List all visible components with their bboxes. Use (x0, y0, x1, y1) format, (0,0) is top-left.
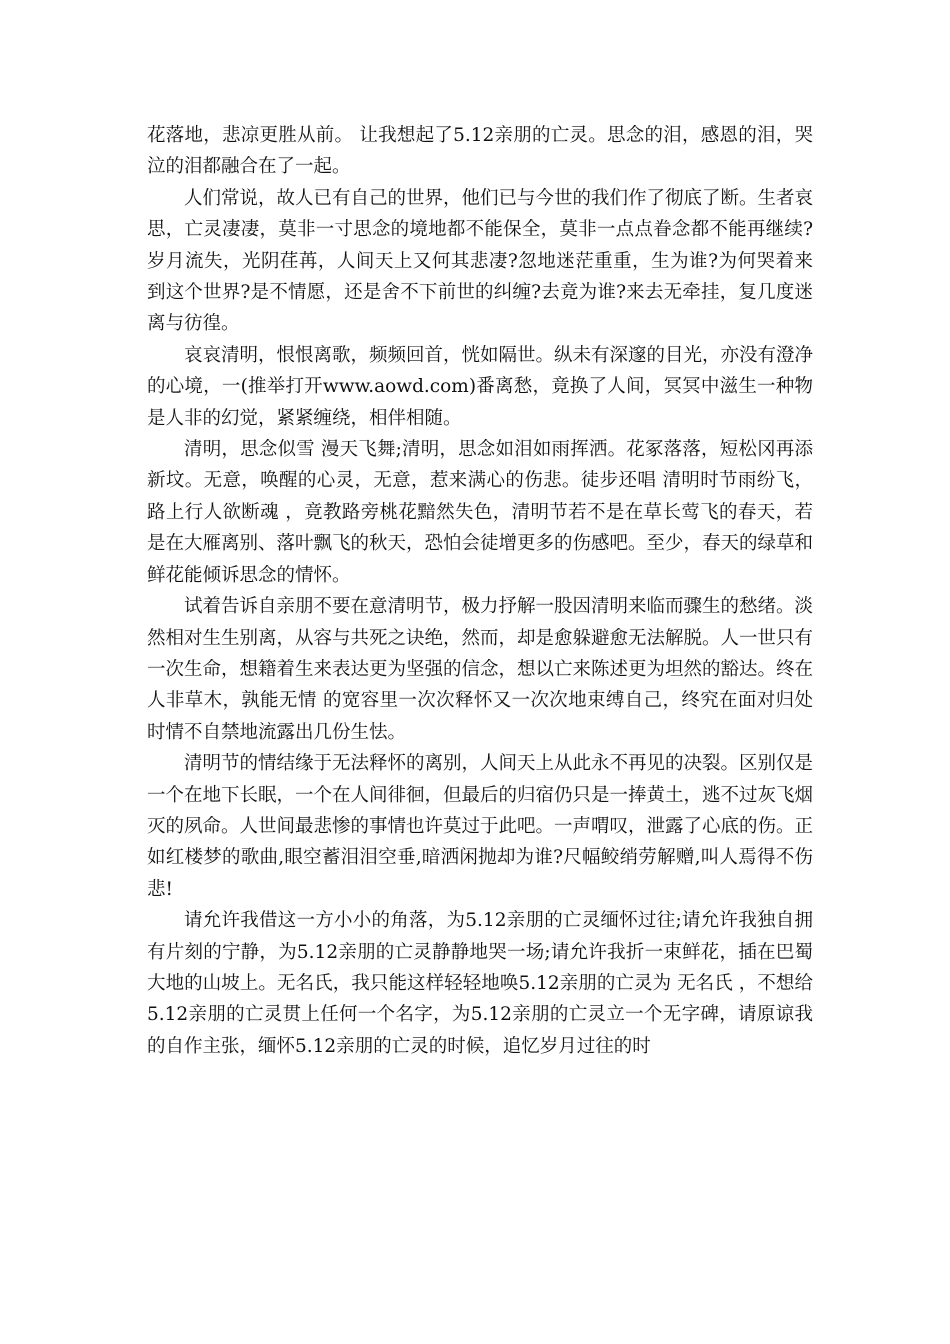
paragraph-2: 人们常说，故人已有自己的世界，他们已与今世的我们作了彻底了断。生者哀思，亡灵凄凄，莫非一寸思念的境地都不能保全，莫非一点点眷念都不能再继续?岁月流失，光阴荏苒，人间天上又何其悲凄?忽地迷茫重重，生为谁?为何哭着来到这个世界?是不情愿，还是舍不下前世的纠缠?去竟为谁?来去无牵挂，复几度迷离与彷徨。 (147, 187, 814, 335)
paragraph-5: 试着告诉自亲朋不要在意清明节，极力抒解一股因清明来临而骤生的愁绪。淡然相对生生别离，从容与共死之诀绝，然而，却是愈躲避愈无法解脱。人一世只有一次生命，想籍着生来表达更为坚强的信念，想以亡来陈述更为坦然的豁达。终在 人非草木，孰能无情 的宽容里一次次释怀又一次次地束缚自己，终究在面对归处时情不自禁地流露出几份生怯。 (147, 596, 814, 743)
document-body (147, 120, 813, 1062)
paragraph-4: 清明，思念似雪 漫天飞舞;清明，思念如泪如雨挥洒。花冢落落，短松冈再添新坟。无意，唤醒的心灵，无意，惹来满心的伤悲。徒步还唱 清明时节雨纷飞，路上行人欲断魂 ，竟教路旁桃花黯然失色，清明节若不是在草长莺飞的春天，若是在大雁离别、落叶飘飞的秋天，恐怕会徒增更多的伤感吧。至少，春天的绿草和鲜花能倾诉思念的情怀。 (147, 439, 814, 586)
paragraph-7: 请允许我借这一方小小的角落，为5.12亲朋的亡灵缅怀过往;请允许我独自拥有片刻的宁静，为5.12亲朋的亡灵静静地哭一场;请允许我折一束鲜花，插在巴蜀大地的山坡上。无名氏，我只能这样轻轻地唤5.12亲朋的亡灵为 无名氏 ，不想给5.12亲朋的亡灵贯上任何一个名字，为5.12亲朋的亡灵立一个无字碑，请原谅我的自作主张，缅怀5.12亲朋的亡灵的时候，追忆岁月过往的时 (147, 910, 813, 1057)
paragraph-1: 花落地，悲凉更胜从前。 让我想起了5.12亲朋的亡灵。思念的泪，感恩的泪，哭泣的泪都融合在了一起。 (147, 125, 813, 178)
paragraph-6: 清明节的情结缘于无法释怀的离别，人间天上从此永不再见的决裂。区别仅是一个在地下长眠，一个在人间徘徊，但最后的归宿仍只是一捧黄土，逃不过灰飞烟灭的夙命。人世间最悲惨的事情也许莫过于此吧。一声喟叹，泄露了心底的伤。正如红楼梦的歌曲,眼空蓄泪泪空垂,暗洒闲抛却为谁?尺幅鲛绡劳解赠,叫人焉得不伤悲! (147, 753, 814, 900)
paragraph-3: 哀哀清明，恨恨离歌，频频回首，恍如隔世。纵未有深邃的目光，亦没有澄净的心境，一(推举打开www.aowd.com)番离愁，竟换了人间，冥冥中滋生一种物是人非的幻觉，紧紧缠绕，相伴相随。 (147, 344, 814, 429)
